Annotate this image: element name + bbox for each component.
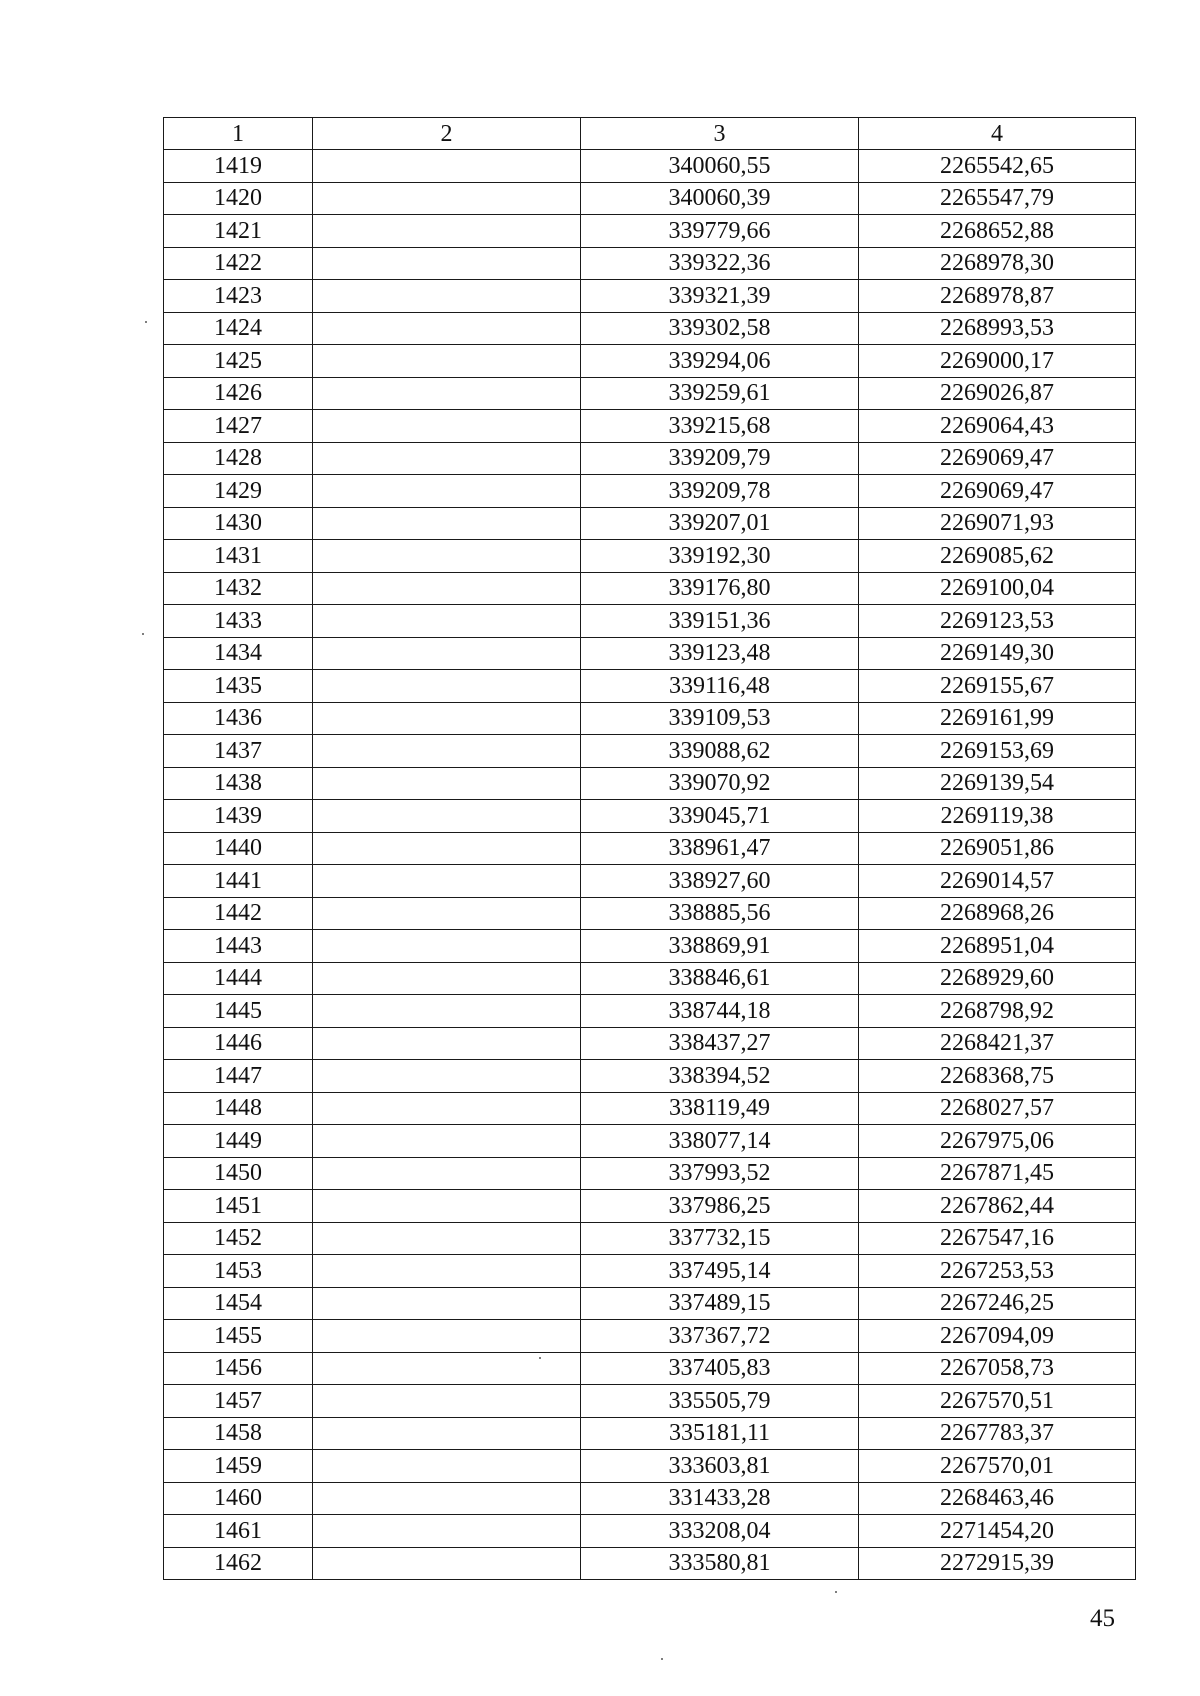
table-cell-col-4: 2267058,73 [859, 1352, 1136, 1385]
table-cell-col-1: 1462 [164, 1547, 313, 1580]
table-cell-col-1: 1420 [164, 182, 313, 215]
table-cell-col-4: 2265542,65 [859, 150, 1136, 183]
table-cell-col-2 [313, 897, 581, 930]
table-row [164, 1125, 1136, 1158]
table-cell-col-1: 1437 [164, 735, 313, 768]
table-row [164, 605, 1136, 638]
table-cell-col-3: 339779,66 [581, 215, 859, 248]
table-cell-col-2 [313, 215, 581, 248]
table-cell-col-4: 2267253,53 [859, 1255, 1136, 1288]
table-cell-col-4: 2268929,60 [859, 962, 1136, 995]
table-cell-col-3: 337732,15 [581, 1222, 859, 1255]
table-cell-col-4: 2272915,39 [859, 1547, 1136, 1580]
table-row [164, 475, 1136, 508]
table-cell-col-4: 2267570,51 [859, 1385, 1136, 1418]
table-row [164, 410, 1136, 443]
table-cell-col-3: 340060,39 [581, 182, 859, 215]
table-cell-col-2 [313, 1255, 581, 1288]
table-cell-col-3: 337405,83 [581, 1352, 859, 1385]
table-cell-col-4: 2269139,54 [859, 767, 1136, 800]
table-row [164, 182, 1136, 215]
column-header-4: 4 [859, 118, 1136, 150]
table-cell-col-1: 1459 [164, 1450, 313, 1483]
table-cell-col-3: 339109,53 [581, 702, 859, 735]
table-cell-col-3: 339070,92 [581, 767, 859, 800]
table-row [164, 1255, 1136, 1288]
table-cell-col-2 [313, 150, 581, 183]
table-cell-col-1: 1445 [164, 995, 313, 1028]
table-cell-col-3: 339322,36 [581, 247, 859, 280]
table-cell-col-1: 1455 [164, 1320, 313, 1353]
table-cell-col-3: 338744,18 [581, 995, 859, 1028]
table-cell-col-1: 1448 [164, 1092, 313, 1125]
table-cell-col-2 [313, 1417, 581, 1450]
table-cell-col-3: 337993,52 [581, 1157, 859, 1190]
table-row [164, 702, 1136, 735]
table-cell-col-4: 2268951,04 [859, 930, 1136, 963]
table-row [164, 1190, 1136, 1223]
table-cell-col-2 [313, 930, 581, 963]
table-cell-col-4: 2269000,17 [859, 345, 1136, 378]
table-row [164, 280, 1136, 313]
table-cell-col-2 [313, 1287, 581, 1320]
table-cell-col-4: 2269155,67 [859, 670, 1136, 703]
column-header-3: 3 [581, 118, 859, 150]
table-cell-col-4: 2267783,37 [859, 1417, 1136, 1450]
table-cell-col-2 [313, 345, 581, 378]
table-cell-col-2 [313, 247, 581, 280]
column-header-1: 1 [164, 118, 313, 150]
table-cell-col-2 [313, 800, 581, 833]
table-cell-col-3: 335505,79 [581, 1385, 859, 1418]
table-header [164, 118, 1136, 150]
table-row [164, 1222, 1136, 1255]
table-cell-col-2 [313, 767, 581, 800]
table-cell-col-1: 1443 [164, 930, 313, 963]
table-row [164, 215, 1136, 248]
table-cell-col-3: 331433,28 [581, 1482, 859, 1515]
table-cell-col-2 [313, 1482, 581, 1515]
table-cell-col-1: 1456 [164, 1352, 313, 1385]
table-row [164, 1287, 1136, 1320]
table-cell-col-1: 1425 [164, 345, 313, 378]
table-cell-col-2 [313, 540, 581, 573]
table-cell-col-3: 339321,39 [581, 280, 859, 313]
table-cell-col-3: 337489,15 [581, 1287, 859, 1320]
table-cell-col-3: 338961,47 [581, 832, 859, 865]
table-cell-col-2 [313, 670, 581, 703]
table-cell-col-2 [313, 182, 581, 215]
table-row [164, 865, 1136, 898]
table-cell-col-4: 2268978,30 [859, 247, 1136, 280]
table-cell-col-4: 2267975,06 [859, 1125, 1136, 1158]
table-cell-col-4: 2269149,30 [859, 637, 1136, 670]
table-cell-col-1: 1447 [164, 1060, 313, 1093]
column-header-2: 2 [313, 118, 581, 150]
table-cell-col-4: 2269123,53 [859, 605, 1136, 638]
table-row [164, 1450, 1136, 1483]
table-cell-col-2 [313, 1320, 581, 1353]
table-row [164, 1092, 1136, 1125]
table-row [164, 1320, 1136, 1353]
table-row [164, 150, 1136, 183]
table-cell-col-3: 337495,14 [581, 1255, 859, 1288]
table-cell-col-2 [313, 1450, 581, 1483]
table-cell-col-4: 2269026,87 [859, 377, 1136, 410]
table-cell-col-4: 2269153,69 [859, 735, 1136, 768]
table-row [164, 1352, 1136, 1385]
table-cell-col-2 [313, 1547, 581, 1580]
table-cell-col-2 [313, 637, 581, 670]
scan-speck [145, 321, 147, 323]
table-cell-col-4: 2268463,46 [859, 1482, 1136, 1515]
table-cell-col-1: 1450 [164, 1157, 313, 1190]
table-cell-col-1: 1429 [164, 475, 313, 508]
table-cell-col-2 [313, 865, 581, 898]
table-cell-col-3: 333580,81 [581, 1547, 859, 1580]
table-cell-col-4: 2268993,53 [859, 312, 1136, 345]
table-cell-col-1: 1454 [164, 1287, 313, 1320]
table-cell-col-1: 1428 [164, 442, 313, 475]
table-row [164, 540, 1136, 573]
table-cell-col-3: 338869,91 [581, 930, 859, 963]
table-cell-col-2 [313, 572, 581, 605]
table-cell-col-2 [313, 1222, 581, 1255]
table-cell-col-4: 2267862,44 [859, 1190, 1136, 1223]
table-cell-col-4: 2269100,04 [859, 572, 1136, 605]
table-cell-col-2 [313, 1190, 581, 1223]
table-cell-col-1: 1442 [164, 897, 313, 930]
table-cell-col-1: 1460 [164, 1482, 313, 1515]
table-cell-col-1: 1457 [164, 1385, 313, 1418]
table-cell-col-3: 339302,58 [581, 312, 859, 345]
table-row [164, 1157, 1136, 1190]
table-cell-col-3: 339259,61 [581, 377, 859, 410]
table-row [164, 442, 1136, 475]
table-cell-col-1: 1452 [164, 1222, 313, 1255]
table-cell-col-3: 339207,01 [581, 507, 859, 540]
table-cell-col-2 [313, 735, 581, 768]
table-cell-col-1: 1419 [164, 150, 313, 183]
table-cell-col-3: 338119,49 [581, 1092, 859, 1125]
table-cell-col-2 [313, 377, 581, 410]
table-row [164, 1515, 1136, 1548]
table-row [164, 897, 1136, 930]
table-cell-col-2 [313, 1157, 581, 1190]
table-row [164, 930, 1136, 963]
table-row [164, 995, 1136, 1028]
scan-speck [661, 1658, 663, 1660]
table-cell-col-1: 1449 [164, 1125, 313, 1158]
table-cell-col-2 [313, 507, 581, 540]
table-row [164, 345, 1136, 378]
table-cell-col-2 [313, 475, 581, 508]
table-cell-col-1: 1433 [164, 605, 313, 638]
table-cell-col-3: 337986,25 [581, 1190, 859, 1223]
table-cell-col-3: 338927,60 [581, 865, 859, 898]
table-cell-col-4: 2269014,57 [859, 865, 1136, 898]
table-row [164, 312, 1136, 345]
table-row [164, 247, 1136, 280]
table-cell-col-3: 338846,61 [581, 962, 859, 995]
table-cell-col-3: 338077,14 [581, 1125, 859, 1158]
scan-speck [142, 633, 144, 635]
table-cell-col-1: 1421 [164, 215, 313, 248]
table-row [164, 637, 1136, 670]
table-cell-col-2 [313, 1385, 581, 1418]
table-cell-col-3: 340060,55 [581, 150, 859, 183]
table-cell-col-2 [313, 1092, 581, 1125]
table-cell-col-2 [313, 1027, 581, 1060]
table-cell-col-2 [313, 702, 581, 735]
table-cell-col-4: 2269069,47 [859, 475, 1136, 508]
table-cell-col-1: 1446 [164, 1027, 313, 1060]
table-row [164, 1027, 1136, 1060]
table-cell-col-4: 2268368,75 [859, 1060, 1136, 1093]
table-cell-col-1: 1451 [164, 1190, 313, 1223]
scan-speck [539, 1357, 541, 1359]
page-number: 45 [1090, 1605, 1115, 1632]
table-cell-col-1: 1426 [164, 377, 313, 410]
table-cell-col-3: 339215,68 [581, 410, 859, 443]
table-row [164, 1385, 1136, 1418]
table-cell-col-4: 2269119,38 [859, 800, 1136, 833]
table-cell-col-3: 338885,56 [581, 897, 859, 930]
table-row [164, 1547, 1136, 1580]
table-cell-col-3: 339151,36 [581, 605, 859, 638]
scan-speck [835, 1591, 837, 1593]
table-cell-col-4: 2269071,93 [859, 507, 1136, 540]
table-row [164, 962, 1136, 995]
table-cell-col-3: 339209,78 [581, 475, 859, 508]
table-row [164, 507, 1136, 540]
table-cell-col-4: 2268798,92 [859, 995, 1136, 1028]
table-cell-col-2 [313, 442, 581, 475]
table-cell-col-4: 2267246,25 [859, 1287, 1136, 1320]
table-cell-col-4: 2269051,86 [859, 832, 1136, 865]
table-cell-col-3: 333208,04 [581, 1515, 859, 1548]
table-cell-col-1: 1432 [164, 572, 313, 605]
table-cell-col-4: 2267570,01 [859, 1450, 1136, 1483]
table-cell-col-2 [313, 410, 581, 443]
table-cell-col-1: 1438 [164, 767, 313, 800]
table-cell-col-4: 2267547,16 [859, 1222, 1136, 1255]
table-cell-col-1: 1436 [164, 702, 313, 735]
table-cell-col-3: 339123,48 [581, 637, 859, 670]
table-cell-col-4: 2269064,43 [859, 410, 1136, 443]
table-row [164, 1060, 1136, 1093]
table-cell-col-4: 2269161,99 [859, 702, 1136, 735]
table-cell-col-2 [313, 832, 581, 865]
table-cell-col-1: 1423 [164, 280, 313, 313]
table-cell-col-3: 339176,80 [581, 572, 859, 605]
table-cell-col-4: 2268652,88 [859, 215, 1136, 248]
table-row [164, 572, 1136, 605]
table-cell-col-2 [313, 1515, 581, 1548]
coordinate-table [163, 117, 1136, 1580]
table-row [164, 735, 1136, 768]
table-row [164, 1482, 1136, 1515]
table-cell-col-1: 1435 [164, 670, 313, 703]
table-cell-col-4: 2271454,20 [859, 1515, 1136, 1548]
table-cell-col-1: 1444 [164, 962, 313, 995]
table-cell-col-2 [313, 312, 581, 345]
table-cell-col-1: 1424 [164, 312, 313, 345]
table-cell-col-1: 1439 [164, 800, 313, 833]
table-cell-col-1: 1458 [164, 1417, 313, 1450]
table-cell-col-1: 1422 [164, 247, 313, 280]
table-cell-col-4: 2268978,87 [859, 280, 1136, 313]
table-cell-col-3: 338394,52 [581, 1060, 859, 1093]
table-cell-col-3: 339294,06 [581, 345, 859, 378]
header-row [164, 118, 1136, 150]
table-cell-col-2 [313, 280, 581, 313]
table-cell-col-4: 2265547,79 [859, 182, 1136, 215]
table-cell-col-1: 1431 [164, 540, 313, 573]
table-cell-col-4: 2268968,26 [859, 897, 1136, 930]
table-cell-col-3: 339209,79 [581, 442, 859, 475]
table-cell-col-2 [313, 962, 581, 995]
table-cell-col-1: 1430 [164, 507, 313, 540]
table-cell-col-4: 2268421,37 [859, 1027, 1136, 1060]
table-cell-col-1: 1441 [164, 865, 313, 898]
table-cell-col-2 [313, 1125, 581, 1158]
table-cell-col-2 [313, 1060, 581, 1093]
table-cell-col-1: 1427 [164, 410, 313, 443]
table-row [164, 1417, 1136, 1450]
table-cell-col-3: 335181,11 [581, 1417, 859, 1450]
table-cell-col-4: 2267094,09 [859, 1320, 1136, 1353]
table-cell-col-4: 2268027,57 [859, 1092, 1136, 1125]
table-cell-col-3: 339192,30 [581, 540, 859, 573]
table-row [164, 800, 1136, 833]
table-cell-col-3: 339116,48 [581, 670, 859, 703]
table-cell-col-4: 2269069,47 [859, 442, 1136, 475]
table-cell-col-3: 339088,62 [581, 735, 859, 768]
table-cell-col-3: 338437,27 [581, 1027, 859, 1060]
table-cell-col-3: 337367,72 [581, 1320, 859, 1353]
table-cell-col-1: 1453 [164, 1255, 313, 1288]
table-row [164, 832, 1136, 865]
table-body [164, 150, 1136, 1580]
table-cell-col-4: 2267871,45 [859, 1157, 1136, 1190]
table-cell-col-1: 1461 [164, 1515, 313, 1548]
table-cell-col-3: 333603,81 [581, 1450, 859, 1483]
table-cell-col-3: 339045,71 [581, 800, 859, 833]
table-row [164, 377, 1136, 410]
table-cell-col-1: 1440 [164, 832, 313, 865]
table-cell-col-2 [313, 995, 581, 1028]
table-cell-col-1: 1434 [164, 637, 313, 670]
table-cell-col-4: 2269085,62 [859, 540, 1136, 573]
table-row [164, 767, 1136, 800]
table-cell-col-2 [313, 605, 581, 638]
table-row [164, 670, 1136, 703]
